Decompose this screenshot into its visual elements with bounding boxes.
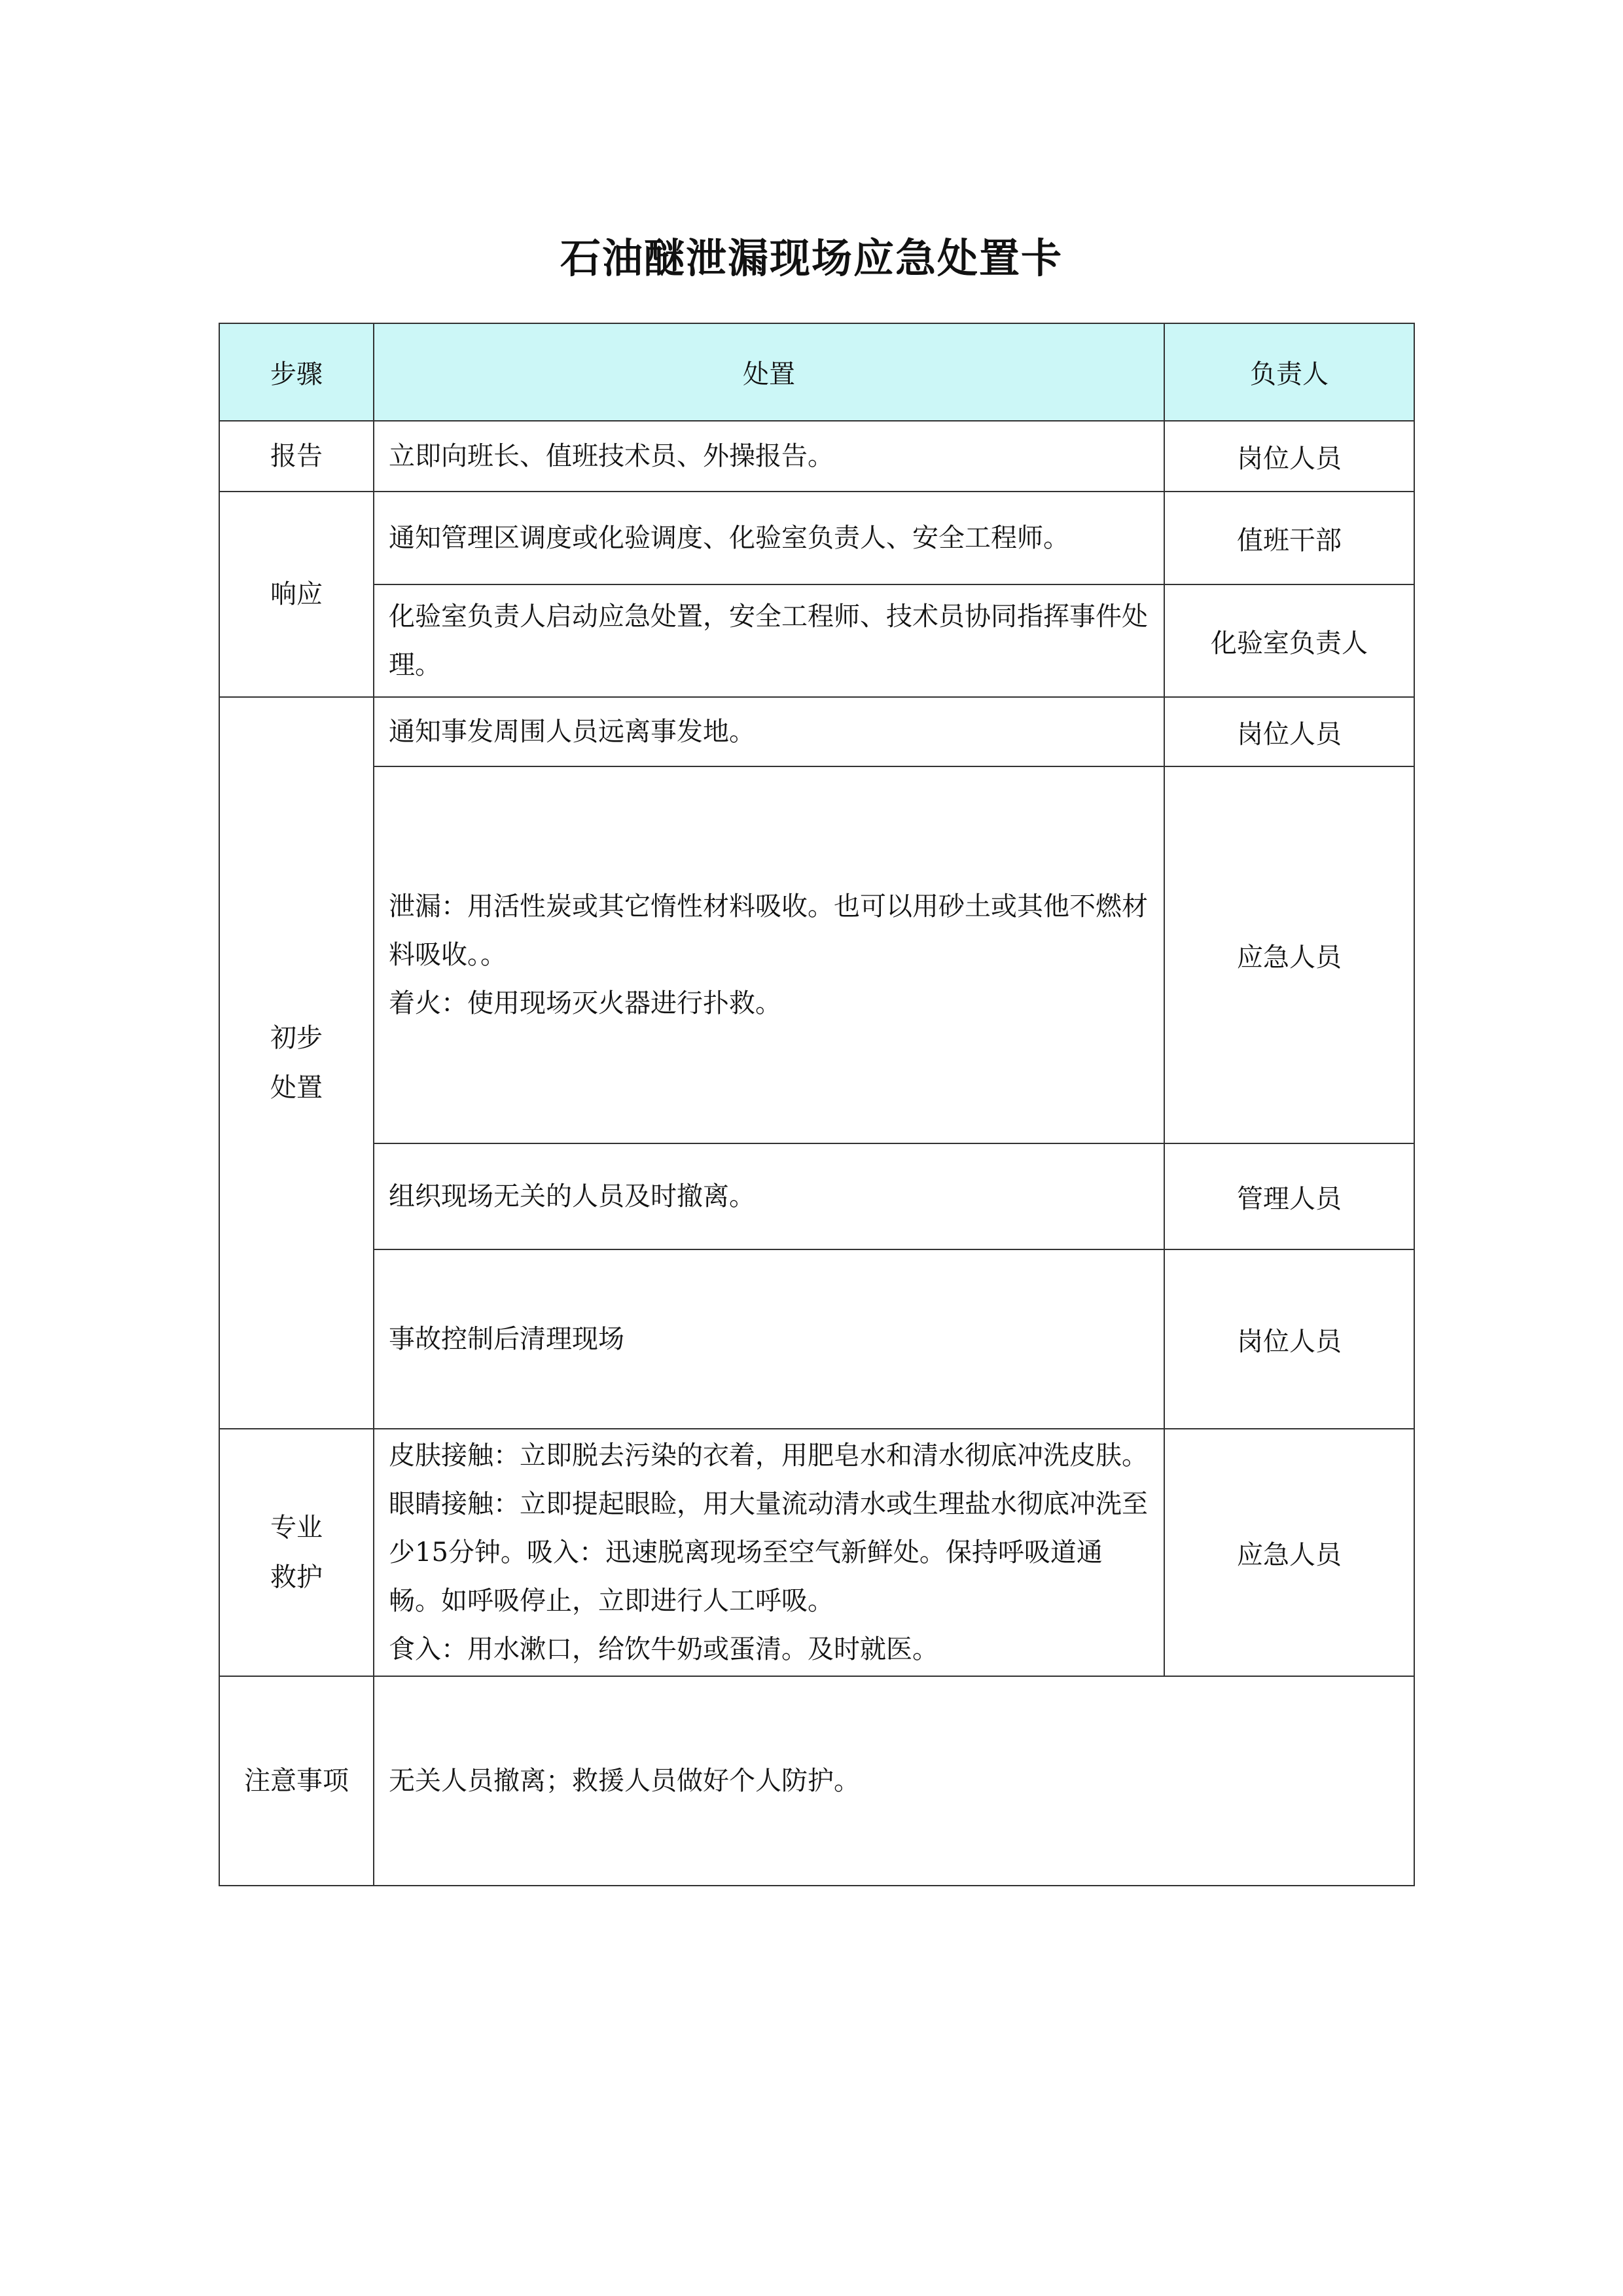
header-action: 处置 xyxy=(374,323,1164,421)
header-responsible: 负责人 xyxy=(1164,323,1414,421)
responsible-text: 岗位人员 xyxy=(1164,421,1414,492)
action-text: 立即向班长、值班技术员、外操报告。 xyxy=(374,421,1164,492)
table-row xyxy=(219,584,1414,697)
table-row xyxy=(219,421,1414,492)
responsible-text: 岗位人员 xyxy=(1164,697,1414,766)
emergency-card-table xyxy=(219,323,1415,1886)
table-row xyxy=(219,492,1414,584)
header-step: 步骤 xyxy=(219,323,374,421)
step-label: 初步 处置 xyxy=(219,697,374,1429)
action-text: 无关人员撤离；救援人员做好个人防护。 xyxy=(374,1676,1414,1886)
responsible-text: 岗位人员 xyxy=(1164,1249,1414,1429)
responsible-text: 应急人员 xyxy=(1164,766,1414,1143)
action-text: 组织现场无关的人员及时撤离。 xyxy=(374,1143,1164,1249)
responsible-text: 化验室负责人 xyxy=(1164,584,1414,697)
header-row xyxy=(219,323,1414,421)
table-row xyxy=(219,1143,1414,1249)
responsible-text: 应急人员 xyxy=(1164,1429,1414,1676)
action-text: 泄漏：用活性炭或其它惰性材料吸收。也可以用砂土或其他不燃材料吸收。。 着火：使用现场灭火器进行扑救。 xyxy=(374,766,1164,1143)
step-label: 响应 xyxy=(219,492,374,697)
step-label: 报告 xyxy=(219,421,374,492)
table-row xyxy=(219,1676,1414,1886)
table-row xyxy=(219,697,1414,766)
page-title: 石油醚泄漏现场应急处置卡 xyxy=(560,234,1063,282)
table-row xyxy=(219,1249,1414,1429)
action-text: 化验室负责人启动应急处置，安全工程师、技术员协同指挥事件处理。 xyxy=(374,584,1164,697)
action-text: 皮肤接触：立即脱去污染的衣着，用肥皂水和清水彻底冲洗皮肤。眼睛接触：立即提起眼睑，用大量流动清水或生理盐水彻底冲洗至少15分钟。吸入：迅速脱离现场至空气新鲜处。保持呼吸道通畅。如呼吸停止，立即进行人工呼吸。 食入：用水漱口，给饮牛奶或蛋清。及时就医。 xyxy=(374,1429,1164,1676)
action-text: 事故控制后清理现场 xyxy=(374,1249,1164,1429)
step-label: 注意事项 xyxy=(219,1676,374,1886)
responsible-text: 管理人员 xyxy=(1164,1143,1414,1249)
action-text: 通知管理区调度或化验调度、化验室负责人、安全工程师。 xyxy=(374,492,1164,584)
responsible-text: 值班干部 xyxy=(1164,492,1414,584)
table-row xyxy=(219,1429,1414,1676)
step-label: 专业 救护 xyxy=(219,1429,374,1676)
action-text: 通知事发周围人员远离事发地。 xyxy=(374,697,1164,766)
table-row xyxy=(219,766,1414,1143)
